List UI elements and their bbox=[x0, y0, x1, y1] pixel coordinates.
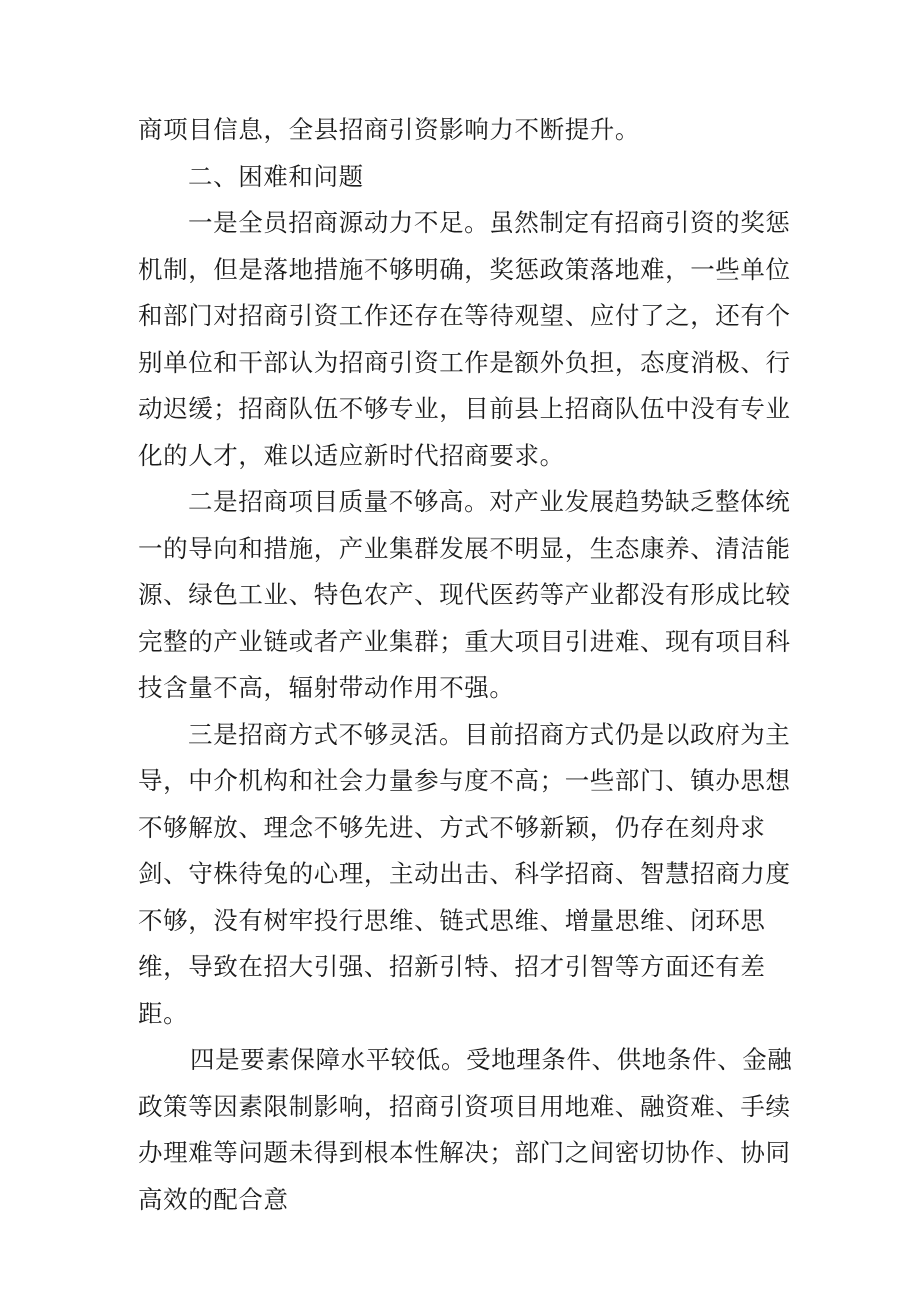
section-heading: 二、困难和问题 bbox=[188, 161, 364, 191]
paragraph-problem-2: 二是招商项目质量不够高。对产业发展趋势缺乏整体统一的导向和措施，产业集群发展不明显，生态康养、清洁能源、绿色工业、特色农产、现代医药等产业都没有形成比较完整的产业链或者产业集群；重大项目引进难、现有项目科技含量不高，辐射带动作用不强。 bbox=[138, 487, 791, 702]
paragraph-problem-4: 四是要素保障水平较低。受地理条件、供地条件、金融政策等因素限制影响，招商引资项目用地难、融资难、手续办理难等问题未得到根本性解决；部门之间密切协作、协同高效的配合意 bbox=[138, 1045, 793, 1214]
paragraph-problem-3: 三是招商方式不够灵活。目前招商方式仍是以政府为主导，中介机构和社会力量参与度不高；一些部门、镇办思想不够解放、理念不够先进、方式不够新颖，仍存在刻舟求剑、守株待兔的心理，主动出击、科学招商、智慧招商力度不够，没有树牢投行思维、链式思维、增量思维、闭环思维，导致在招大引强、招新引特、招才引智等方面还有差距。 bbox=[138, 719, 791, 1028]
document-body bbox=[138, 107, 798, 1223]
paragraph-problem-1: 一是全员招商源动力不足。虽然制定有招商引资的奖惩机制，但是落地措施不够明确，奖惩政策落地难，一些单位和部门对招商引资工作还存在等待观望、应付了之，还有个别单位和干部认为招商引资工作是额外负担，态度消极、行动迟缓；招商队伍不够专业，目前县上招商队伍中没有专业化的人才，难以适应新时代招商要求。 bbox=[138, 208, 791, 470]
paragraph-continuation: 商项目信息，全县招商引资影响力不断提升。 bbox=[138, 115, 640, 144]
